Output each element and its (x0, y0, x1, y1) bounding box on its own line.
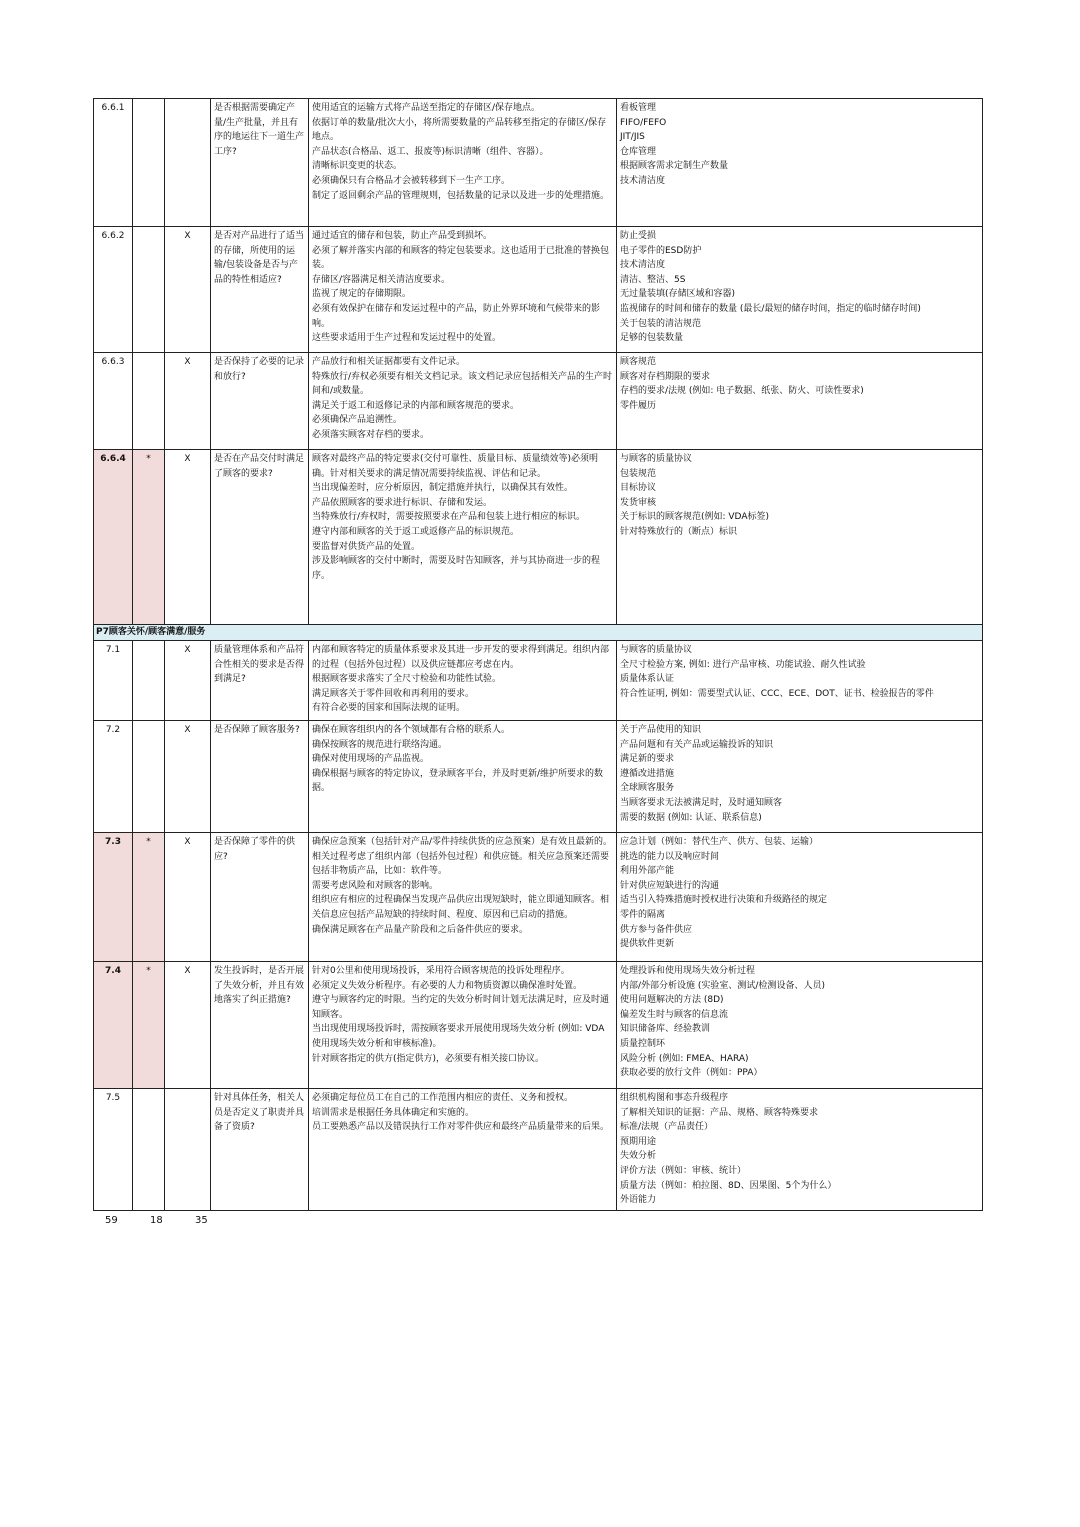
section-header-row (94, 625, 983, 641)
example-line: 关于产品使用的知识 (620, 725, 702, 735)
requirements-cell (309, 1089, 617, 1211)
requirement-line: 必须定义失效分析程序。有必要的人力和物质资源以确保准时处置。 (312, 980, 583, 991)
requirement-line: 必须了解并落实内部的和顾客的特定包装要求。这也适用于已批准的替换包装。 (312, 245, 610, 271)
requirement-line: 根据顾客要求落实了全尺寸检验和功能性试验。 (312, 674, 502, 685)
example-line: 关于标识的顾客规范(例如: VDA标签) (620, 512, 770, 523)
requirement-line: 确保按顾客的规范进行联络沟通。 (312, 739, 448, 750)
example-line: 发货审核 (620, 497, 657, 508)
example-line: 满足新的要求 (620, 754, 675, 765)
example-line: 遵循改进措施 (620, 768, 675, 779)
example-line: 应急计划（例如：替代生产、供方、包装、运输） (620, 837, 819, 847)
table-row (94, 962, 983, 1089)
examples-cell (617, 99, 983, 227)
item-number: 7.4 (94, 962, 133, 1089)
examples-cell (617, 721, 983, 833)
example-line: 风险分析 (例如: FMEA、HARA) (620, 1053, 749, 1064)
section-title: P7顾客关怀/顾客满意/服务 (94, 625, 983, 641)
applicability-mark: X (165, 721, 211, 833)
example-line: 供方参与备件供应 (620, 924, 693, 935)
item-number: 7.2 (94, 721, 133, 833)
example-line: 适当引入特殊措施时授权进行决策和升级路径的规定 (620, 895, 828, 906)
special-mark: * (133, 833, 165, 962)
requirement-line: 培训需求是根据任务具体确定和实施的。 (312, 1107, 475, 1118)
example-line: 清洁、整洁、5S (620, 274, 686, 285)
requirement-line: 当出现使用现场投诉时，需按顾客要求开展使用现场失效分析 (例如: VDA 使用现场失效分析和审核标准)。 (312, 1024, 605, 1049)
requirement-line: 通过适宜的储存和包装，防止产品受到损坏。 (312, 231, 493, 241)
applicability-mark (165, 99, 211, 227)
audit-checklist-table (93, 98, 983, 1211)
applicability-mark (165, 1089, 211, 1211)
example-line: 全球顾客服务 (620, 783, 675, 794)
example-line: 了解相关知识的证据：产品、规格、顾客特殊要求 (620, 1107, 819, 1118)
requirement-line: 制定了返回剩余产品的管理规则，包括数量的记录以及进一步的处理措施。 (312, 190, 610, 201)
example-line: 偏差发生时与顾客的信息流 (620, 1009, 729, 1020)
requirement-line: 员工要熟悉产品以及错误执行工作对零件供应和最终产品质量带来的后果。 (312, 1122, 610, 1133)
example-line: 外语能力 (620, 1195, 657, 1206)
requirement-line: 有符合必要的国家和国际法规的证明。 (312, 703, 466, 714)
example-line: FIFO/FEFO (620, 117, 667, 128)
requirement-line: 产品状态(合格品、返工、报废等)标识清晰（组件、容器）。 (312, 146, 549, 157)
requirement-line: 需要考虑风险和对顾客的影响。 (312, 880, 439, 891)
requirement-line: 依据订单的数量/批次大小，将所需要数量的产品转移至指定的存储区/保存地点。 (312, 117, 607, 143)
requirement-line: 当出现偏差时，应分析原因，制定措施并执行，以确保其有效性。 (312, 483, 574, 494)
question-text: 质量管理体系和产品符合性相关的要求是否得到满足? (211, 641, 309, 721)
example-line: 评价方法（例如：审核、统计） (620, 1165, 747, 1176)
example-line: 足够的包装数量 (620, 333, 684, 344)
example-line: 当顾客要求无法被满足时，及时通知顾客 (620, 797, 783, 808)
example-line: 存档的要求/法规 (例如: 电子数据、纸张、防火、可读性要求) (620, 386, 864, 397)
requirement-line: 遵守与顾客约定的时限。当约定的失效分析时间计划无法满足时，应及时通知顾客。 (312, 995, 610, 1020)
requirement-line: 必须确保产品追溯性。 (312, 415, 403, 426)
example-line: 针对供应短缺进行的沟通 (620, 880, 720, 891)
example-line: 技术清洁度 (620, 175, 666, 186)
example-line: 利用外部产能 (620, 866, 675, 877)
example-line: 技术清洁度 (620, 260, 666, 271)
special-mark (133, 227, 165, 353)
question-text: 是否根据需要确定产量/生产批量，并且有序的地运往下一道生产工序? (211, 99, 309, 227)
requirement-line: 使用适宜的运输方式将产品送至指定的存储区/保存地点。 (312, 103, 541, 113)
example-line: 质量控制环 (620, 1038, 666, 1049)
table-row (94, 833, 983, 962)
question-text: 是否保障了顾客服务? (211, 721, 309, 833)
requirement-line: 产品依照顾客的要求进行标识、存储和发运。 (312, 497, 493, 508)
requirement-line: 当特殊放行/弃权时，需要按照要求在产品和包装上进行相应的标识。 (312, 512, 586, 523)
requirement-line: 涉及影响顾客的交付中断时，需要及时告知顾客，并与其协商进一步的程序。 (312, 556, 601, 581)
example-line: JIT/JIS (620, 132, 645, 143)
table-row (94, 99, 983, 227)
requirements-cell (309, 962, 617, 1089)
requirement-line: 满足关于返工和返修记录的内部和顾客规范的要求。 (312, 400, 520, 411)
examples-cell (617, 353, 983, 450)
requirement-line: 针对顾客指定的供方(指定供方)，必须要有相关接口协议。 (312, 1053, 545, 1064)
table-row (94, 641, 983, 721)
example-line: 针对特殊放行的（断点）标识 (620, 526, 738, 537)
requirement-line: 清晰标识变更的状态。 (312, 161, 403, 172)
example-line: 组织机构图和事态升级程序 (620, 1093, 729, 1103)
requirements-cell (309, 641, 617, 721)
example-line: 关于包装的清洁规范 (620, 318, 702, 329)
example-line: 零件的隔离 (620, 909, 666, 920)
requirements-cell (309, 721, 617, 833)
applicability-mark: X (165, 962, 211, 1089)
requirement-line: 满足顾客关于零件回收和再利用的要求。 (312, 688, 475, 699)
question-text: 发生投诉时，是否开展了失效分析，并且有效地落实了纠正措施? (211, 962, 309, 1089)
example-line: 处理投诉和使用现场失效分析过程 (620, 966, 756, 976)
requirements-cell (309, 99, 617, 227)
example-line: 监视储存的时间和储存的数量 (最长/最短的储存时间，指定的临时储存时间) (620, 303, 921, 314)
question-text: 是否对产品进行了适当的存储，所使用的运输/包装设备是否与产品的特性相适应? (211, 227, 309, 353)
requirement-line: 必须确保只有合格品才会被转移到下一生产工序。 (312, 175, 511, 186)
example-line: 需要的数据 (例如: 认证、联系信息) (620, 812, 762, 823)
requirement-line: 组织应有相应的过程确保当发现产品供应出现短缺时，能立即通知顾客。相关信息应包括产品短缺的持续时间、程度、原因和已启动的措施。 (312, 895, 610, 920)
example-line: 预期用途 (620, 1136, 657, 1147)
table-row (94, 721, 983, 833)
table-row (94, 227, 983, 353)
requirement-line: 必须有效保护在储存和发运过程中的产品，防止外界环境和气候带来的影响。 (312, 303, 601, 329)
special-mark (133, 1089, 165, 1211)
example-line: 电子零件的ESD防护 (620, 245, 702, 256)
requirement-line: 确保在顾客组织内的各个领域都有合格的联系人。 (312, 725, 511, 735)
requirement-line: 遵守内部和顾客的关于返工或返修产品的标识规范。 (312, 526, 520, 537)
special-mark: * (133, 450, 165, 625)
example-line: 提供软件更新 (620, 939, 675, 950)
question-text: 是否保持了必要的记录和放行? (211, 353, 309, 450)
requirement-line: 产品放行和相关证据都要有文件记录。 (312, 357, 466, 367)
examples-cell (617, 227, 983, 353)
example-line: 零件履历 (620, 400, 657, 411)
requirement-line: 确保应急预案（包括针对产品/零件持续供货的应急预案）是有效且最新的。相关过程考虑了组织内部（包括外包过程）和供应链。相关应急预案还需要包括非物质产品，比如：软件等。 (312, 837, 613, 877)
examples-cell (617, 833, 983, 962)
item-number: 7.5 (94, 1089, 133, 1211)
applicability-mark: X (165, 641, 211, 721)
example-line: 知识储备库、经验教训 (620, 1024, 711, 1035)
example-line: 根据顾客需求定制生产数量 (620, 161, 729, 172)
examples-cell (617, 962, 983, 1089)
table-row (94, 353, 983, 450)
table-row (94, 450, 983, 625)
question-text: 针对具体任务，相关人员是否定义了职责并具备了资质? (211, 1089, 309, 1211)
footer-total-c: 35 (195, 1215, 208, 1226)
footer-total-a: 59 (105, 1215, 118, 1226)
requirement-line: 要监督对供货产品的处置。 (312, 541, 421, 552)
footer-total-b: 18 (150, 1215, 163, 1226)
requirement-line: 监视了规定的存储期限。 (312, 289, 412, 300)
requirement-line: 确保对使用现场的产品监视。 (312, 754, 430, 765)
applicability-mark: X (165, 227, 211, 353)
special-mark (133, 721, 165, 833)
requirements-cell (309, 833, 617, 962)
item-number: 6.6.2 (94, 227, 133, 353)
requirements-cell (309, 450, 617, 625)
example-line: 内部/外部分析设施 (实验室、测试/检测设备、人员) (620, 980, 825, 991)
applicability-mark: X (165, 450, 211, 625)
example-line: 无过量装填(存储区域和容器) (620, 289, 736, 300)
example-line: 质量方法（例如：柏拉图、8D、因果图、5个为什么） (620, 1180, 837, 1191)
example-line: 顾客对存档期限的要求 (620, 371, 711, 382)
requirement-line: 内部和顾客特定的质量体系要求及其进一步开发的要求得到满足。组织内部的过程（包括外包过程）以及供应链都应考虑在内。 (312, 645, 610, 670)
requirement-line: 特殊放行/弃权必须要有相关文档记录。该文档记录应包括相关产品的生产时间和/或数量。 (312, 371, 613, 397)
question-text: 是否在产品交付时满足了顾客的要求? (211, 450, 309, 625)
item-number: 7.1 (94, 641, 133, 721)
example-line: 包装规范 (620, 468, 657, 479)
special-mark (133, 353, 165, 450)
example-line: 看板管理 (620, 103, 657, 113)
requirement-line: 确保满足顾客在产品量产阶段和之后备件供应的要求。 (312, 924, 529, 935)
item-number: 6.6.4 (94, 450, 133, 625)
example-line: 与顾客的质量协议 (620, 645, 693, 655)
requirement-line: 存储区/容器满足相关清洁度要求。 (312, 274, 451, 285)
requirement-line: 顾客对最终产品的特定要求(交付可靠性、质量目标、质量绩效等)必须明确。针对相关要求的满足情况需要持续监视、评估和记录。 (312, 454, 599, 479)
requirements-cell (309, 227, 617, 353)
example-line: 防止受损 (620, 231, 657, 241)
applicability-mark: X (165, 353, 211, 450)
requirements-cell (309, 353, 617, 450)
example-line: 全尺寸检验方案, 例如: 进行产品审核、功能试验、耐久性试验 (620, 659, 866, 670)
requirement-line: 确保根据与顾客的特定协议，登录顾客平台，并及时更新/维护所要求的数据。 (312, 768, 604, 794)
requirement-line: 必须落实顾客对存档的要求。 (312, 429, 430, 440)
examples-cell (617, 1089, 983, 1211)
requirement-line: 针对0公里和使用现场投诉，采用符合顾客规范的投诉处理程序。 (312, 966, 570, 976)
requirement-line: 必须确定每位员工在自己的工作范围内相应的责任、义务和授权。 (312, 1093, 574, 1103)
example-line: 获取必要的放行文件（例如：PPA） (620, 1068, 763, 1079)
example-line: 目标协议 (620, 483, 657, 494)
examples-cell (617, 450, 983, 625)
example-line: 标准/法规（产品责任） (620, 1122, 714, 1133)
example-line: 挑选的能力以及响应时间 (620, 851, 720, 862)
example-line: 产品问题和有关产品或运输投诉的知识 (620, 739, 774, 750)
item-number: 6.6.3 (94, 353, 133, 450)
example-line: 使用问题解决的方法 (8D) (620, 995, 724, 1006)
example-line: 仓库管理 (620, 146, 657, 157)
item-number: 6.6.1 (94, 99, 133, 227)
examples-cell (617, 641, 983, 721)
example-line: 与顾客的质量协议 (620, 454, 693, 464)
example-line: 质量体系认证 (620, 674, 675, 685)
example-line: 顾客规范 (620, 357, 657, 367)
table-row (94, 1089, 983, 1211)
example-line: 失效分析 (620, 1151, 657, 1162)
special-mark (133, 99, 165, 227)
example-line: 符合性证明, 例如：需要型式认证、CCC、ECE、DOT、证书、检验报告的零件 (620, 688, 934, 699)
item-number: 7.3 (94, 833, 133, 962)
special-mark (133, 641, 165, 721)
question-text: 是否保障了零件的供应? (211, 833, 309, 962)
requirement-line: 这些要求适用于生产过程和发运过程中的处置。 (312, 333, 502, 344)
special-mark: * (133, 962, 165, 1089)
applicability-mark: X (165, 833, 211, 962)
